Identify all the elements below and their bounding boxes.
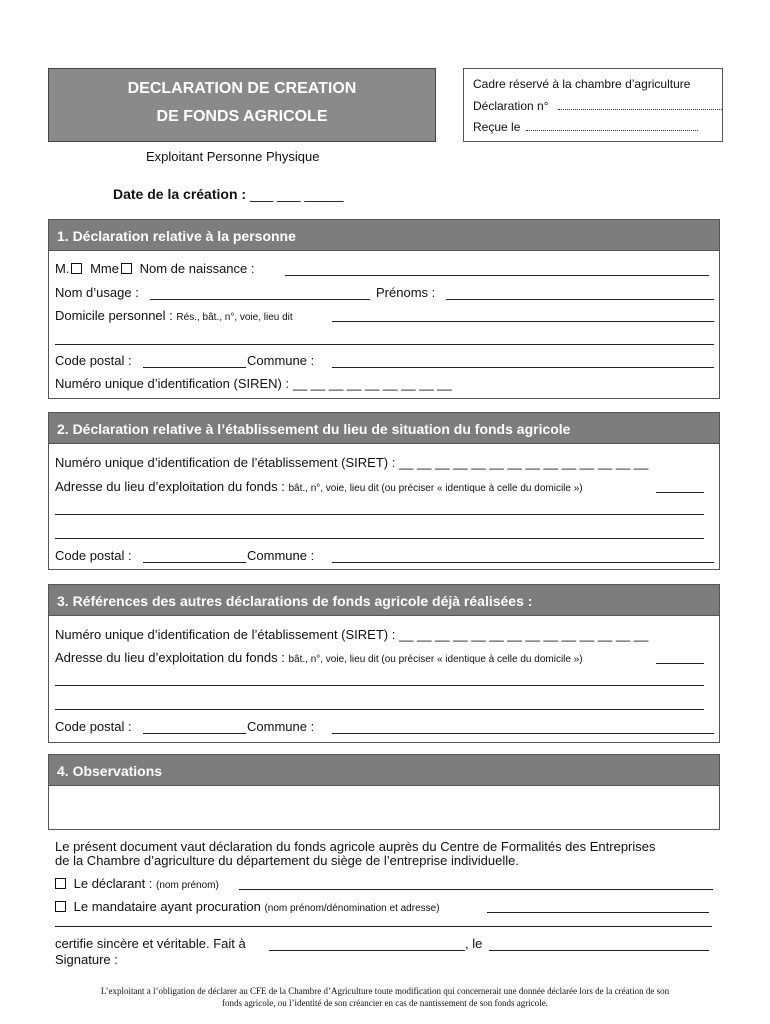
siret-field[interactable]: __ __ __ __ __ __ __ __ __ __ __ __ __ __: [398, 455, 649, 470]
commune-field[interactable]: [332, 733, 714, 734]
creation-date-label: Date de la création :: [113, 186, 247, 202]
postal-code-label: Code postal :: [55, 719, 132, 734]
mandataire-checkbox[interactable]: [55, 901, 66, 912]
title-m-label: M.: [55, 261, 70, 276]
usage-name-field[interactable]: [150, 299, 370, 300]
creation-date-field[interactable]: ___ ___ _____: [249, 186, 344, 202]
address-field-line3[interactable]: [55, 709, 704, 710]
commune-field[interactable]: [332, 562, 714, 563]
address-field-line2[interactable]: [55, 685, 704, 686]
birth-name-label: Nom de naissance :: [139, 261, 255, 276]
postal-code-field[interactable]: [143, 733, 246, 734]
first-names-field[interactable]: [446, 299, 714, 300]
date-field[interactable]: [489, 950, 709, 951]
declarant-checkbox[interactable]: [55, 878, 66, 889]
declaration-number-label: Déclaration n°: [473, 99, 549, 113]
usage-name-label: Nom d’usage :: [55, 285, 139, 300]
observations-box[interactable]: [48, 786, 720, 830]
siret-label: Numéro unique d’identification de l’établissement (SIRET) :: [55, 627, 396, 642]
commune-label: Commune :: [247, 548, 315, 563]
form-title-line2: DE FONDS AGRICOLE: [156, 108, 328, 125]
footer-note-line1: L’exploitant a l’obligation de déclarer au CFE de la Chambre d’Agriculture toute modification qui concernerait une donnée déclarée lors de la création de son: [100, 986, 670, 996]
domicile-field-line2[interactable]: [55, 344, 714, 345]
postal-code-field[interactable]: [143, 367, 246, 368]
address-field-line2[interactable]: [55, 514, 704, 515]
address-field-line3[interactable]: [55, 538, 704, 539]
received-date-field[interactable]: [526, 120, 698, 131]
footer-note: [55, 985, 715, 1009]
declaration-text-line2: de la Chambre d’agriculture du département du siège de l’entreprise individuelle.: [55, 853, 519, 868]
siren-field[interactable]: __ __ __ __ __ __ __ __ __: [292, 376, 452, 391]
address-label: Adresse du lieu d’exploitation du fonds :: [55, 650, 285, 665]
certify-label: certifie sincère et véritable. Fait à: [55, 936, 246, 951]
domicile-hint: Rés., bât., n°, voie, lieu dit: [176, 312, 293, 323]
footer-note-line2: fonds agricole, ou l’identité de son créancier en cas de nantissement de son fonds agricole.: [222, 998, 548, 1008]
domicile-label: Domicile personnel :: [55, 308, 173, 323]
form-subtitle: Exploitant Personne Physique: [146, 149, 320, 164]
postal-code-label: Code postal :: [55, 548, 132, 563]
section-1-header: 1. Déclaration relative à la personne: [48, 219, 720, 251]
mandataire-hint: (nom prénom/dénomination et adresse): [264, 903, 440, 914]
reserved-label: Cadre réservé à la chambre d’agriculture: [473, 77, 691, 91]
first-names-label: Prénoms :: [376, 285, 436, 300]
received-date-label: Reçue le: [473, 120, 521, 134]
form-title-box: [48, 68, 436, 142]
address-hint: bât., n°, voie, lieu dit (ou préciser « identique à celle du domicile »): [288, 654, 583, 665]
form-title-line1: DECLARATION DE CREATION: [127, 80, 357, 97]
mandataire-field-line2[interactable]: [55, 926, 712, 927]
reserved-box: [463, 68, 723, 142]
postal-code-field[interactable]: [143, 562, 246, 563]
commune-label: Commune :: [247, 719, 315, 734]
address-field[interactable]: [656, 663, 704, 664]
mandataire-label: Le mandataire ayant procuration: [73, 899, 261, 914]
title-mme-label: Mme: [90, 261, 119, 276]
address-label: Adresse du lieu d’exploitation du fonds :: [55, 479, 285, 494]
siret-label: Numéro unique d’identification de l’établissement (SIRET) :: [55, 455, 396, 470]
address-hint: bât., n°, voie, lieu dit (ou préciser « identique à celle du domicile »): [288, 483, 583, 494]
section-3-header: 3. Références des autres déclarations de fonds agricole déjà réalisées :: [48, 584, 720, 616]
address-field[interactable]: [656, 492, 704, 493]
section-2-header: 2. Déclaration relative à l’établissement du lieu de situation du fonds agricole: [48, 412, 720, 444]
declaration-number-field[interactable]: [558, 99, 723, 110]
commune-field[interactable]: [332, 367, 714, 368]
declarant-hint: (nom prénom): [156, 880, 219, 891]
mme-checkbox[interactable]: [121, 263, 132, 274]
postal-code-label: Code postal :: [55, 353, 132, 368]
birth-name-field[interactable]: [285, 275, 709, 276]
declarant-label: Le déclarant :: [73, 876, 153, 891]
section-4-header: 4. Observations: [48, 754, 720, 786]
signature-label: Signature :: [55, 952, 118, 967]
declaration-text-line1: Le présent document vaut déclaration du fonds agricole auprès du Centre de Formalités des Entreprises: [55, 839, 656, 854]
date-label: , le: [465, 936, 483, 951]
mandataire-field[interactable]: [487, 912, 709, 913]
siret-field[interactable]: __ __ __ __ __ __ __ __ __ __ __ __ __ __: [398, 627, 649, 642]
domicile-field[interactable]: [332, 321, 714, 322]
place-field[interactable]: [269, 950, 465, 951]
m-checkbox[interactable]: [71, 263, 82, 274]
siren-label: Numéro unique d’identification (SIREN) :: [55, 376, 290, 391]
declarant-field[interactable]: [239, 889, 713, 890]
commune-label: Commune :: [247, 353, 315, 368]
